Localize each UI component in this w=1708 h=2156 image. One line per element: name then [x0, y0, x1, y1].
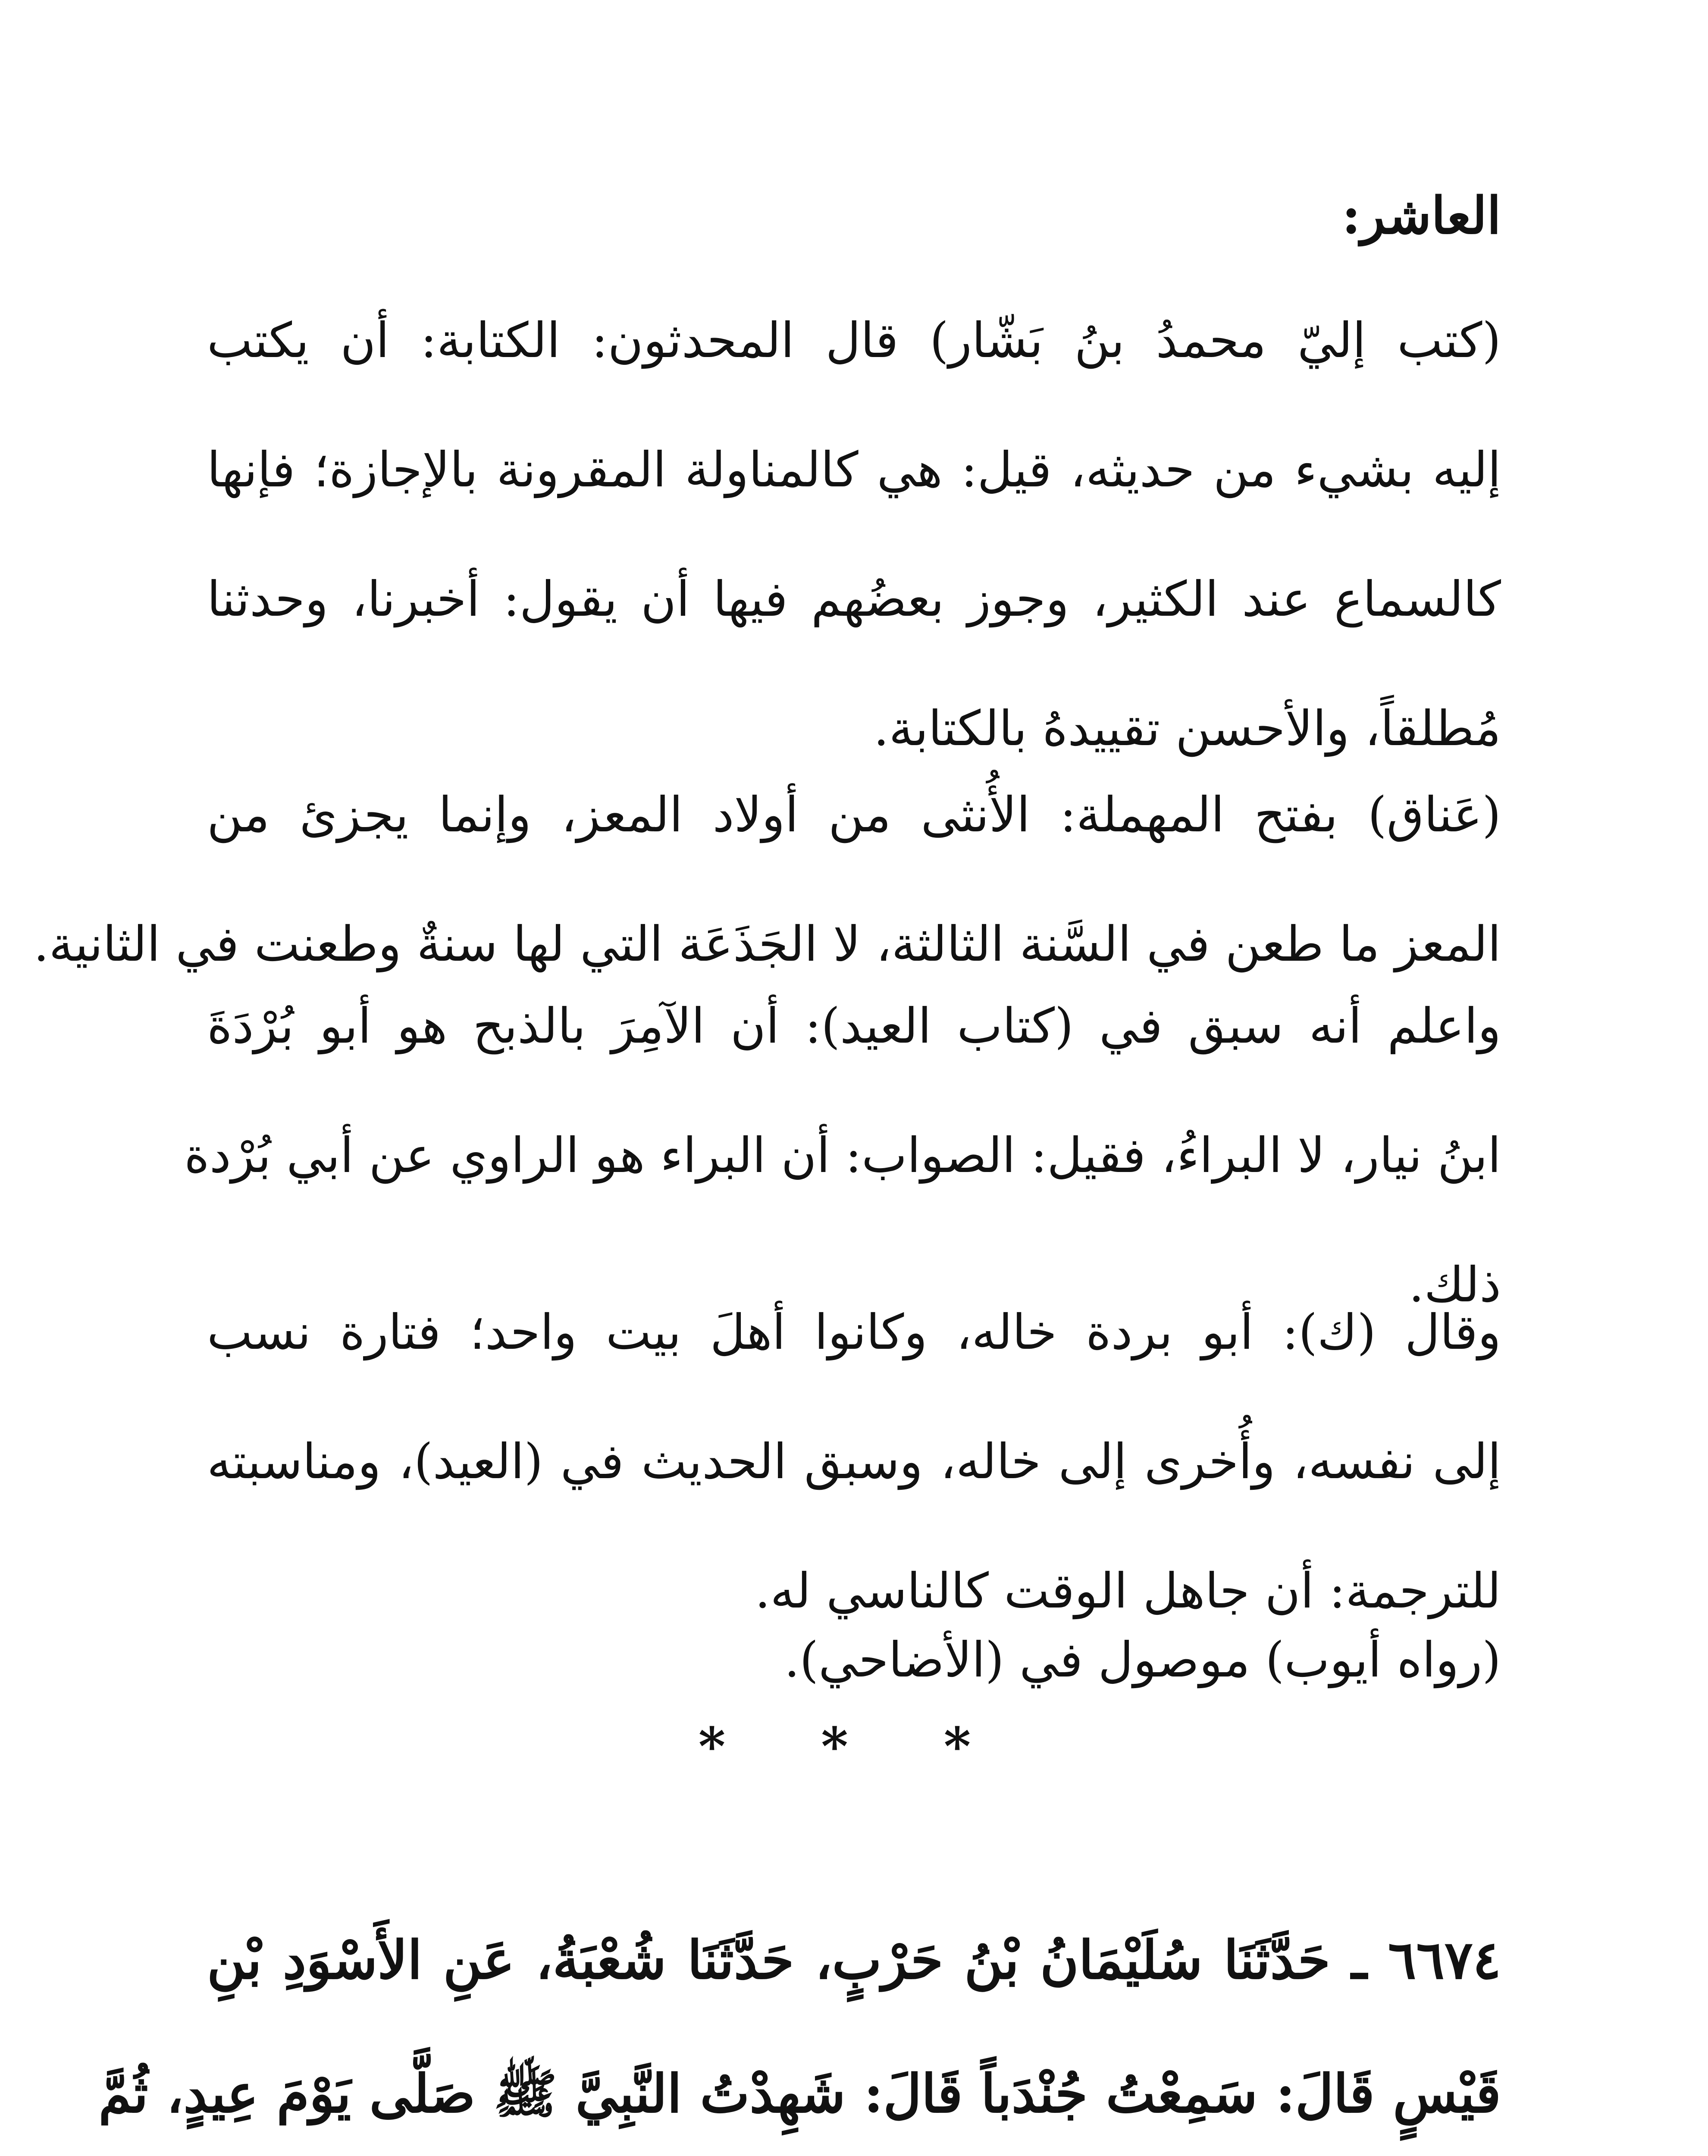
- text-line: كالسماع عند الكثير، وجوز بعضُهم فيها أن يقول: أخبرنا، وحدثنا: [207, 571, 1501, 627]
- text-line: وقال (ك): أبو بردة خاله، وكانوا أهلَ بيت واحد؛ فتارة نسب: [207, 1304, 1501, 1360]
- hadith-line: ٦٦٧٤ ـ حَدَّثَنَا سُلَيْمَانُ بْنُ حَرْبٍ، حَدَّثَنَا شُعْبَةُ، عَنِ الأَسْوَدِ بْنِ: [207, 1929, 1501, 1991]
- text-line: ذلك.: [1409, 1257, 1501, 1313]
- paragraph-ayyub: [207, 1595, 1501, 1725]
- text-line: واعلم أنه سبق في (كتاب العيد): أن الآمِرَ بالذبح هو أبو بُرْدَةَ: [207, 998, 1501, 1054]
- section-separator: * * *: [698, 1716, 1010, 1777]
- text-line: المعز ما طعن في السَّنة الثالثة، لا الجَذَعَة التي لها سنةٌ وطعنت في الثانية.: [33, 916, 1501, 972]
- paragraph-kitaba: [207, 276, 1501, 793]
- text-line: للترجمة: أن جاهل الوقت كالناسي له.: [755, 1563, 1501, 1619]
- text-line: (كتب إليّ محمدُ بنُ بَشّار) قال المحدثون: الكتابة: أن يكتب: [207, 313, 1501, 369]
- text-line: ابنُ نيار، لا البراءُ، فقيل: الصواب: أن البراء هو الراوي عن أبي بُرْدة: [184, 1128, 1501, 1184]
- hadith-line: قَيْسٍ قَالَ: سَمِعْتُ جُنْدَباً قَالَ: شَهِدْتُ النَّبِيَّ ﷺ صَلَّى يَوْمَ عِيدٍ، ثُمَّ: [98, 2062, 1501, 2125]
- text-line: مُطلقاً، والأحسن تقييدهُ بالكتابة.: [873, 701, 1501, 757]
- text-line: إليه بشيء من حديثه، قيل: هي كالمناولة المقرونة بالإجازة؛ فإنها: [207, 442, 1501, 498]
- text-line: (رواه أيوب) موصول في (الأضاحي).: [784, 1632, 1501, 1688]
- section-heading: العاشر:: [1341, 185, 1501, 245]
- text-line: إلى نفسه، وأُخرى إلى خاله، وسبق الحديث في (العيد)، ومناسبته: [207, 1434, 1501, 1490]
- text-line: (عَناق) بفتح المهملة: الأُنثى من أولاد المعز، وإنما يجزئ من: [207, 787, 1501, 843]
- hadith-text: [98, 1893, 1501, 2156]
